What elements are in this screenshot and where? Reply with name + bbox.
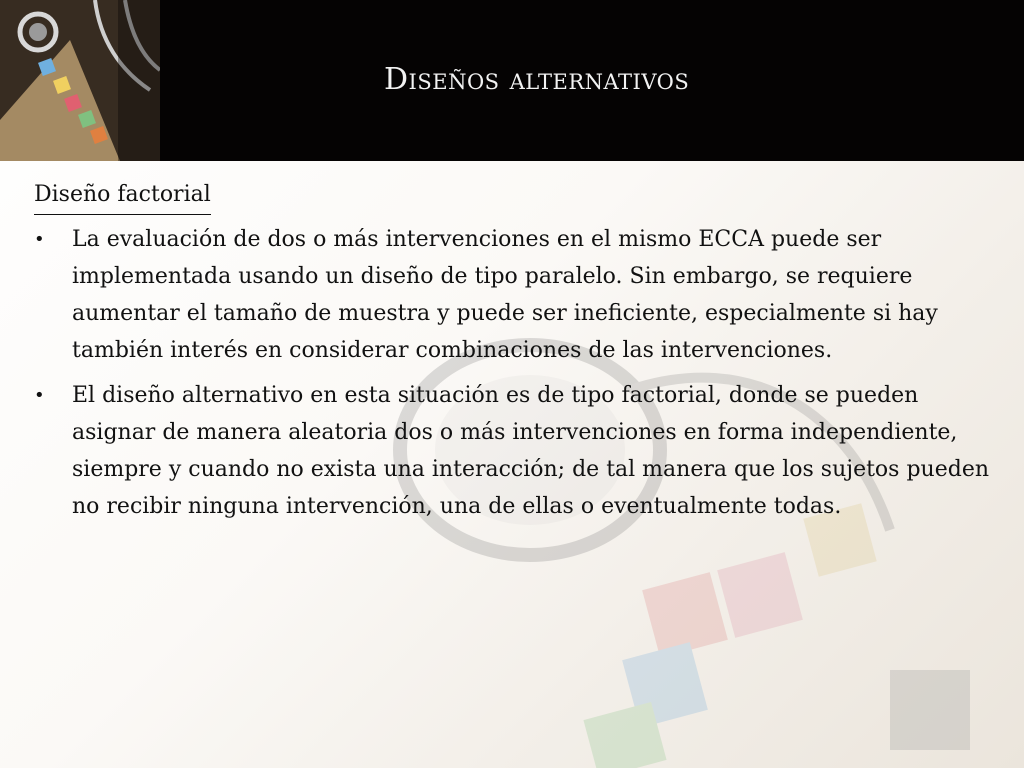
bullet-list bbox=[34, 221, 994, 525]
stethoscope-photo bbox=[0, 0, 160, 161]
bullet-text: El diseño alternativo en esta situación es de tipo factorial, donde se pueden asignar de manera aleatoria dos o más intervenciones en forma independiente, siempre y cuando no exista una interacción; de tal manera que los sujetos pueden no recibir ninguna intervención, una de ellas o eventualmente todas. bbox=[72, 383, 990, 519]
bullet-text: La evaluación de dos o más intervenciones en el mismo ECCA puede ser implementada usando un diseño de tipo paralelo. Sin embargo, se requiere aumentar el tamaño de muestra y puede ser ineficiente, especialmente si hay también interés en considerar combinaciones de las intervenciones. bbox=[72, 227, 938, 363]
slide-title: Diseños alternativos bbox=[384, 62, 690, 97]
section-subtitle: Diseño factorial bbox=[34, 180, 211, 215]
slide-body bbox=[34, 180, 994, 533]
bullet-item bbox=[34, 377, 994, 525]
slide-header bbox=[0, 0, 1024, 161]
bullet-item bbox=[34, 221, 994, 369]
bullet-icon: • bbox=[34, 229, 45, 250]
bullet-icon: • bbox=[34, 385, 45, 406]
